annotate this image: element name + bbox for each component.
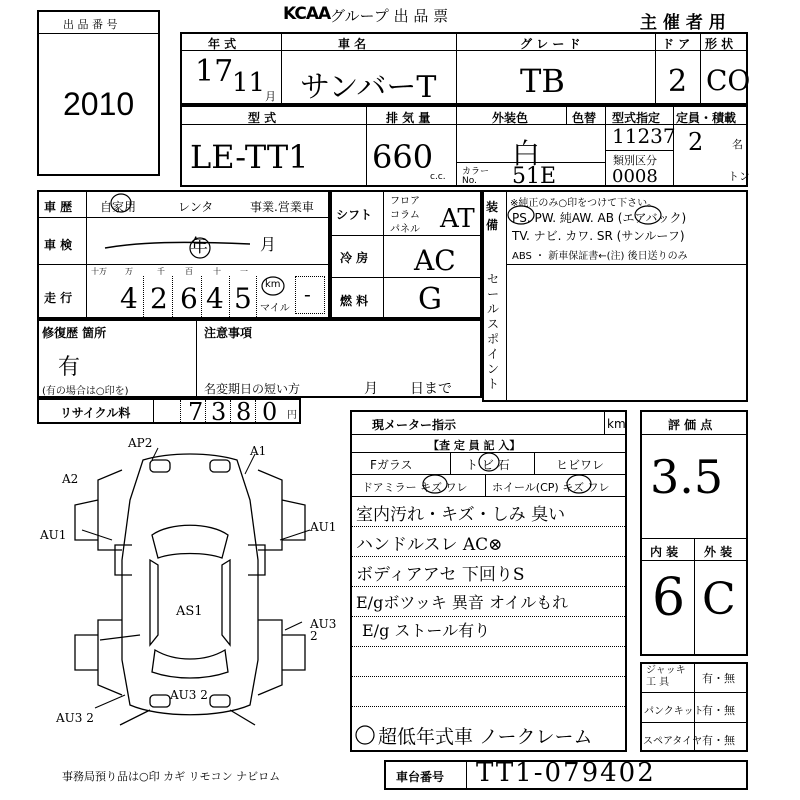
caution-label: 注意事項 [204, 326, 253, 340]
wheel-label: ホイール(CP) キズ ワレ [492, 481, 610, 494]
ac-label: 冷 房 [340, 251, 369, 265]
glass-crack: ヒビワレ [556, 458, 605, 472]
history-selected-circle [110, 193, 132, 213]
digit-label-1k: 千 [157, 267, 165, 276]
class-value: 0008 [612, 166, 658, 187]
load-unit: トン [728, 170, 750, 183]
type-designation-value: 11237 [612, 124, 676, 148]
mark-ap2: AP2 [128, 436, 153, 450]
color-number-label: カラー No. [462, 167, 490, 186]
door-label: ド ア [662, 37, 691, 51]
repair-note: (有の場合は○印を) [42, 386, 129, 397]
ac-value: AC [414, 244, 456, 277]
recycle-digit-1: 7 [188, 398, 204, 426]
interior-label: 内 装 [650, 545, 679, 559]
fuel-label: 燃 料 [340, 294, 369, 308]
history-label: 車 歴 [44, 200, 73, 214]
inspector-bottom-note: 超低年式車 ノークレーム [378, 726, 593, 748]
month-value: 11 [232, 68, 266, 98]
mileage-label: 走 行 [44, 291, 73, 305]
color-change-label: 色替 [572, 111, 597, 125]
inspector-note-1: 室内汚れ・キズ・しみ 臭い [356, 505, 566, 525]
jack-row-label-3: スペアタイヤ [643, 736, 703, 747]
type-designation-label: 型式指定 [612, 111, 661, 125]
equipment-line-3: ABS ・ 新車保証書←(注) 後日送りのみ [512, 251, 688, 262]
inspection-month-unit: 月 [260, 235, 277, 254]
month-unit: 月 [265, 90, 276, 103]
shift-option-column: コラム [390, 210, 420, 221]
mirror-circle [422, 473, 450, 495]
mark-a2: A2 [62, 472, 79, 486]
model-label: 型 式 [248, 111, 277, 125]
inspector-note-5: E/g ストール有り [362, 621, 491, 640]
mile-unit: マイル [260, 303, 290, 314]
digit-label-10k: 万 [125, 267, 133, 276]
repair-value: 有 [58, 355, 81, 380]
capacity-label: 定員・積載 [676, 111, 737, 125]
role-label: 主 催 者 用 [640, 13, 726, 33]
year-value: 17 [195, 54, 234, 89]
shift-value: AT [440, 204, 475, 234]
inspector-note-3: ボディアアセ 下回りS [356, 565, 525, 585]
history-option-rental: レンタ [178, 200, 214, 214]
score-label: 評 価 点 [668, 418, 713, 432]
sales-point-vertical: セールスポイント [487, 272, 500, 391]
cc-unit: c.c. [430, 172, 446, 182]
shift-option-panel: パネル [390, 224, 420, 235]
shape-value: CO [706, 64, 751, 97]
form-title: グループ 出 品 票 [330, 7, 449, 25]
history-option-private: 自家用 [100, 200, 137, 214]
interior-value: 6 [652, 568, 686, 628]
color-value: 白 [512, 137, 541, 170]
inspector-note-4: E/gボツッキ 異音 オイルもれ [356, 593, 569, 612]
lot-box [37, 10, 160, 176]
office-note: 事務局預り品は○印 カギ リモコン ナビロム [62, 770, 281, 783]
shape-label: 形 状 [705, 37, 734, 51]
mileage-digit-3: 2 [150, 282, 168, 315]
capacity-unit: 名 [732, 138, 743, 151]
mileage-digit-6: 5 [234, 282, 252, 315]
score-value: 3.5 [650, 450, 724, 504]
glass-circle [478, 452, 500, 472]
car-name-value: サンバーT [300, 70, 437, 105]
recycle-unit: 円 [287, 410, 297, 421]
recycle-digit-2: 3 [211, 398, 227, 426]
meter-label: 現メーター指示 [372, 418, 457, 432]
km-unit: km [265, 279, 281, 290]
inspector-note-2: ハンドルスレ AC⊗ [356, 535, 503, 555]
caution-deadline: 名変期日の短い方 [204, 382, 301, 396]
jack-row-label-2: パンクキット [644, 706, 704, 717]
equipment-line-1: PS. PW. 純AW. AB (エアバック) [512, 211, 687, 225]
digit-label-1: 一 [240, 267, 248, 276]
mileage-digit-4: 6 [180, 282, 198, 315]
mark-au3-right: AU3 2 [310, 617, 337, 643]
digit-label-100: 百 [185, 267, 193, 276]
jack-row-value-2: 有・無 [702, 704, 735, 717]
equipment-circles [505, 204, 685, 226]
inspection-label: 車 検 [44, 238, 73, 252]
jack-row-value-1: 有・無 [702, 672, 735, 685]
brand-logo: KCAA [283, 4, 331, 24]
inspection-strike [100, 232, 260, 262]
recycle-digit-3: 8 [236, 398, 252, 426]
bottom-note-circle [354, 724, 376, 746]
repair-label: 修復歴 箇所 [42, 326, 107, 340]
capacity-value: 2 [688, 128, 704, 156]
mark-au1-right: AU1 [310, 520, 337, 534]
jack-row-label-1: ジャッキ 工 具 [646, 665, 686, 688]
car-name-label: 車 名 [338, 37, 367, 51]
exterior-value: C [702, 574, 736, 625]
wheel-circle [566, 473, 594, 495]
displacement-value: 660 [372, 138, 434, 176]
door-value: 2 [668, 64, 688, 99]
digit-label-100k: 十万 [91, 267, 107, 276]
color-label: 外装色 [492, 111, 529, 125]
model-value: LE-TT1 [190, 138, 309, 176]
mark-au1-left: AU1 [40, 528, 67, 542]
chassis-value: TT1-079402 [476, 758, 656, 788]
meter-unit: km [607, 417, 626, 431]
jack-row-value-3: 有・無 [702, 734, 735, 747]
mark-au3-left: AU3 2 [56, 711, 94, 725]
mark-as1: AS1 [176, 604, 203, 619]
mirror-label: ドアミラー キズ ワレ [362, 481, 468, 494]
displacement-label: 排 気 量 [386, 111, 431, 125]
caution-day-unit: 日まで [410, 381, 452, 397]
grade-value: TB [520, 62, 565, 100]
equipment-note: ※純正のみ○印をつけて下さい。 [510, 198, 658, 209]
inspection-year-unit: 年 [190, 236, 208, 257]
recycle-digit-4: 0 [262, 398, 278, 426]
equipment-vertical-label: 装備 [486, 200, 499, 232]
mileage-digit-2: 4 [120, 282, 138, 315]
glass-options: ト ビ 石 [466, 458, 510, 472]
mile-mark: - [304, 282, 311, 306]
exterior-label: 外 装 [704, 545, 733, 559]
equipment-line-2: TV. ナビ. カワ. SR (サンルーフ) [512, 229, 685, 243]
digit-label-10: 十 [213, 267, 221, 276]
mileage-digit-5: 4 [206, 282, 224, 315]
year-label: 年 式 [208, 37, 237, 51]
class-label: 類別区分 [613, 154, 657, 167]
lot-number: 2010 [63, 86, 135, 122]
grade-label: グ レ ー ド [520, 37, 581, 51]
fuel-value: G [418, 282, 442, 317]
shift-label: シフト [336, 208, 373, 222]
mark-a1: A1 [250, 444, 267, 458]
color-number-value: 51E [512, 164, 557, 189]
lot-label: 出 品 番 号 [63, 18, 118, 31]
chassis-label: 車台番号 [396, 770, 445, 784]
glass-label: Fガラス [370, 458, 413, 472]
inspector-header: 【査 定 員 記 入】 [428, 439, 521, 452]
history-option-business: 事業.営業車 [250, 200, 314, 214]
recycle-label: リサイクル料 [60, 406, 131, 420]
caution-month-unit: 月 [364, 381, 378, 397]
mark-au3-bottom: AU3 2 [170, 688, 208, 702]
shift-option-floor: フロア [390, 196, 420, 207]
